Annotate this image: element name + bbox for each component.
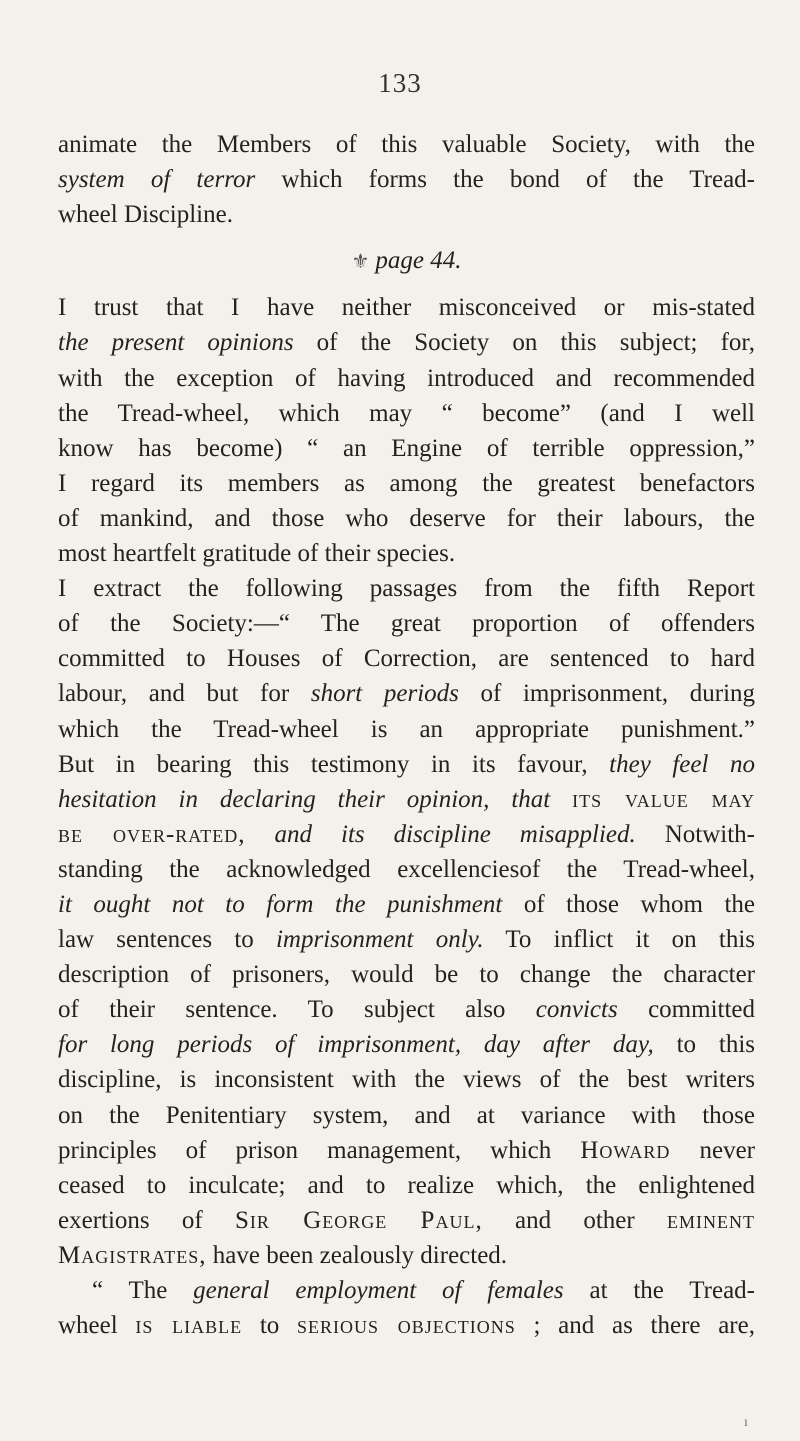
- text-run: of their sentence. To subject also: [58, 996, 536, 1024]
- text-line: [58, 606, 755, 641]
- text-run: discipline, is inconsistent with the views of the best writers: [58, 1066, 755, 1094]
- small-caps-phrase: be over-rated,: [58, 820, 246, 848]
- text-line: [58, 466, 755, 501]
- text-run: have been zealously directed.: [206, 1241, 508, 1269]
- text-run: wheel Discipline.: [58, 201, 233, 229]
- text-line: [58, 852, 755, 887]
- text-run: I trust that I have neither misconceived or mis-stated: [58, 294, 755, 322]
- text-run: which the Tread-wheel is an appropriate punishment.”: [58, 715, 755, 743]
- text-line: [58, 782, 755, 817]
- text-run: Notwith-: [635, 820, 756, 848]
- text-run: with the exception of having introduced and recommended: [58, 364, 755, 392]
- body-text: [58, 127, 755, 1343]
- small-caps-phrase: Howard: [580, 1136, 671, 1164]
- text-run: exertions of: [58, 1206, 236, 1234]
- text-line: [58, 290, 755, 325]
- text-run: principles of prison management, which: [58, 1136, 581, 1164]
- text-run: [246, 821, 275, 848]
- text-run: I extract the following passages from the fifth Report: [58, 575, 755, 603]
- text-run: of the Society on this subject; for,: [293, 329, 755, 357]
- text-run: committed: [617, 996, 756, 1024]
- text-run: animate the Members of this valuable Society, with the: [58, 131, 755, 158]
- text-line: [58, 1098, 755, 1133]
- page-number: 133: [378, 68, 422, 98]
- small-caps-phrase: Magistrates,: [58, 1241, 207, 1269]
- text-line: [58, 1168, 755, 1203]
- small-caps-phrase: Sir George Paul,: [235, 1206, 483, 1234]
- text-run: of imprisonment, during: [458, 680, 756, 708]
- text-run: wheel: [58, 1312, 136, 1340]
- text-line: [58, 536, 755, 571]
- text-line: [58, 1062, 755, 1097]
- italic-phrase: system of terror: [58, 166, 256, 194]
- page-reference: [58, 232, 755, 290]
- text-run: which forms the bond of the Tread-: [255, 166, 755, 194]
- italic-phrase: hesitation in declaring their opinion, that: [58, 785, 551, 813]
- text-run: never: [670, 1136, 755, 1164]
- text-run: and other: [482, 1206, 668, 1234]
- text-run: know has become) “ an Engine of terrible oppression,”: [58, 434, 755, 462]
- text-line: [58, 676, 755, 711]
- text-line: [58, 747, 755, 782]
- text-line: [58, 501, 755, 536]
- small-caps-phrase: serious objections: [297, 1312, 516, 1340]
- text-run: the Tread-wheel, which may “ become” (and I well: [58, 399, 755, 427]
- text-line: [58, 641, 755, 676]
- text-run: of mankind, and those who deserve for their labours, the: [58, 504, 755, 532]
- text-line: [58, 992, 755, 1027]
- text-run: ; and as there are,: [515, 1312, 755, 1340]
- text-line: [58, 162, 755, 197]
- italic-phrase: short periods: [310, 680, 459, 708]
- italic-phrase: imprisonment only.: [275, 926, 484, 954]
- text-line: [58, 396, 755, 431]
- italic-phrase: general employment of females: [193, 1277, 564, 1304]
- text-run: description of prisoners, would be to change the character: [58, 961, 755, 989]
- italic-phrase: convicts: [535, 996, 618, 1024]
- text-line: [58, 817, 755, 852]
- text-line: [58, 712, 755, 747]
- text-run: to: [242, 1312, 298, 1340]
- fleuron-icon: ⚜: [351, 251, 370, 274]
- text-line: [58, 325, 755, 360]
- text-run: committed to Houses of Correction, are sentenced to hard: [58, 645, 755, 673]
- text-run: law sentences to: [58, 926, 276, 954]
- text-run: I regard its members as among the greatest benefactors: [58, 469, 755, 497]
- text-run: of the Society:—“ The great proportion of offenders: [58, 610, 755, 638]
- text-line: [58, 1308, 755, 1343]
- small-caps-phrase: its value may: [572, 785, 755, 813]
- text-line: [58, 1027, 755, 1062]
- text-line: [58, 127, 755, 162]
- small-caps-phrase: eminent: [667, 1206, 755, 1234]
- text-run: But in bearing this testimony in its favour,: [58, 750, 610, 778]
- text-run: to this: [653, 1031, 755, 1059]
- text-run: most heartfelt gratitude of their species.: [58, 540, 456, 568]
- text-line: [58, 1273, 755, 1308]
- text-line: [58, 1133, 755, 1168]
- italic-phrase: and its discipline misapplied.: [274, 820, 636, 848]
- text-line: [58, 197, 755, 232]
- stray-mark: ı: [744, 1415, 748, 1430]
- text-run: on the Penitentiary system, and at variance with those: [58, 1101, 755, 1129]
- italic-phrase: they feel no: [609, 750, 755, 778]
- text-run: of those whom the: [502, 890, 755, 918]
- text-run: labour, and but for: [58, 680, 311, 708]
- text-line: [58, 1203, 755, 1238]
- text-line: [58, 361, 755, 396]
- text-line: [58, 957, 755, 992]
- text-run: standing the acknowledged excellenciesof the Tread-wheel,: [58, 855, 755, 883]
- italic-phrase: the present opinions: [58, 329, 294, 357]
- page-reference-text: page 44.: [375, 247, 462, 275]
- text-line: [58, 431, 755, 466]
- text-run: at the Tread-: [563, 1277, 755, 1304]
- text-run: [550, 786, 572, 813]
- italic-phrase: it ought not to form the punishment: [58, 890, 503, 918]
- italic-phrase: for long periods of imprisonment, day after day,: [58, 1031, 654, 1059]
- text-run: “ The: [92, 1277, 194, 1304]
- small-caps-phrase: is liable: [135, 1312, 243, 1340]
- text-line: [58, 1238, 755, 1273]
- text-line: [58, 571, 755, 606]
- text-run: ceased to inculcate; and to realize which, the enlightened: [58, 1171, 755, 1199]
- text-line: [58, 922, 755, 957]
- text-run: To inflict it on this: [483, 926, 755, 954]
- text-line: [58, 887, 755, 922]
